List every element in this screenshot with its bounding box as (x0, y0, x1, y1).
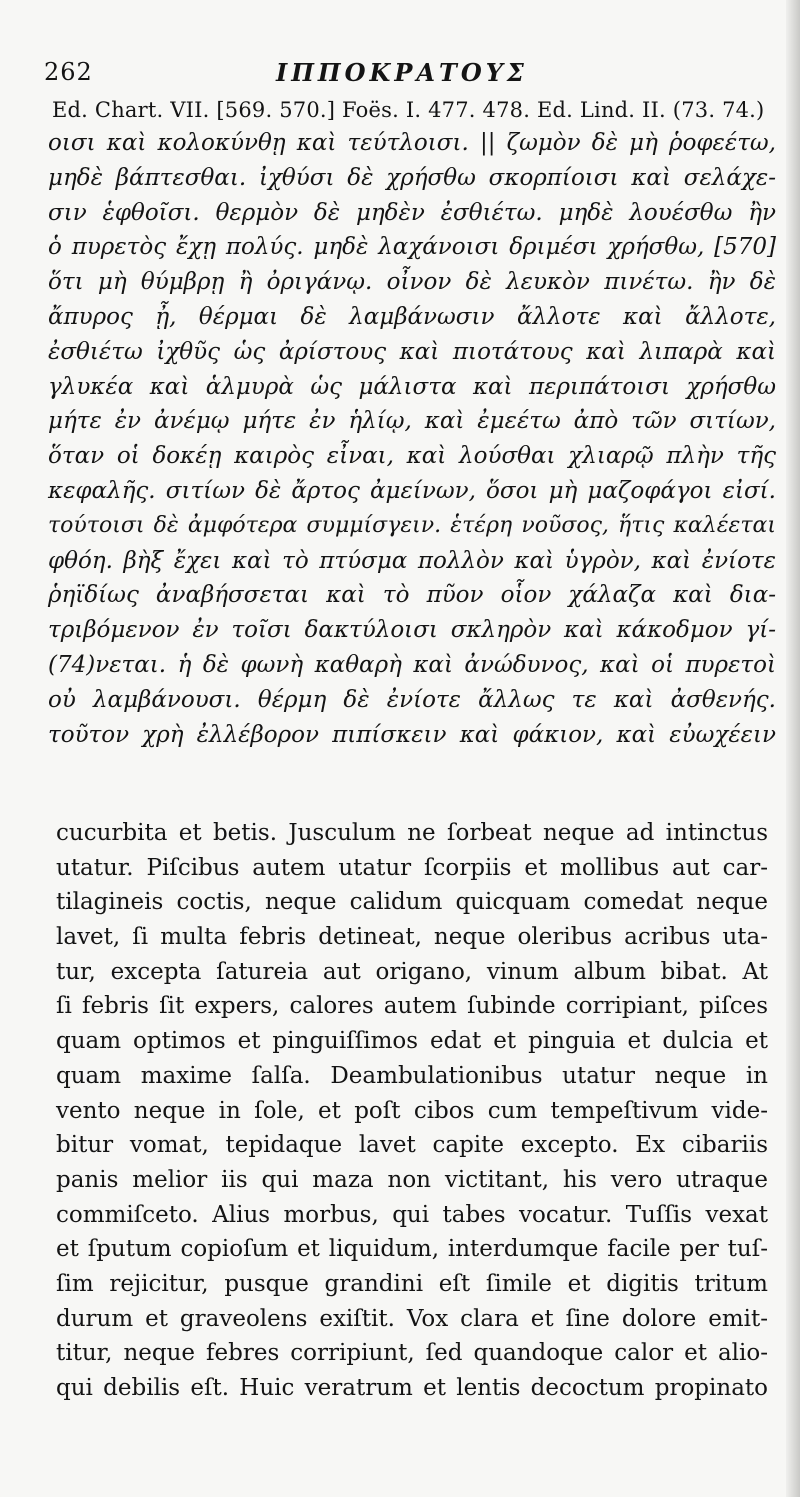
greek-line: οισι καὶ κολοκύνθῃ καὶ τεύτλοισι. || ζωμὸν δὲ μὴ ῥοφεέτω, (48, 130, 776, 156)
latin-line: vento neque in ſole, et poſt cibos cum tempeſtivum vide- (56, 1097, 768, 1124)
latin-line: lavet, ſi multa febris detineat, neque oleribus acribus uta- (56, 924, 768, 951)
latin-line: ſi febris ſit expers, calores autem ſubinde corripiant, piſces (56, 993, 768, 1020)
greek-line: γλυκέα καὶ ἁλμυρὰ ὡς μάλιστα καὶ περιπάτοισι χρήσθω (48, 373, 776, 400)
latin-line: durum et graveolens exiſtit. Vox clara et ſine dolore emit- (56, 1305, 768, 1332)
greek-line: ἄπυρος ᾖ, θέρμαι δὲ λαμβάνωσιν ἄλλοτε καὶ ἄλλοτε, (48, 303, 776, 330)
greek-line: μήτε ἐν ἀνέμῳ μήτε ἐν ἡλίῳ, καὶ ἐμεέτω ἀπὸ τῶν σιτίων, (48, 408, 776, 435)
greek-line: κεφαλῆς. σιτίων δὲ ἄρτος ἀμείνων, ὅσοι μὴ μαζοφάγοι εἰσί. (48, 477, 776, 504)
edition-references: Ed. Chart. VII. [569. 570.] Foës. I. 477. 478. Ed. Lind. II. (73. 74.) (52, 98, 765, 122)
greek-line: ἐσθιέτω ἰχθῦς ὡς ἀρίστους καὶ πιοτάτους καὶ λιπαρὰ καὶ (48, 338, 776, 365)
latin-line: bitur vomat, tepidaque lavet capite excepto. Ex cibariis (56, 1132, 768, 1159)
latin-line: qui debilis eſt. Huic veratrum et lentis decoctum propinato (56, 1375, 768, 1401)
latin-line: tilagineis coctis, neque calidum quicquam comedat neque (56, 889, 768, 916)
latin-line: cucurbita et betis. Jusculum ne ſorbeat neque ad intinctus (56, 820, 768, 846)
greek-line: ὅταν οἱ δοκέῃ καιρὸς εἶναι, καὶ λούσθαι χλιαρῷ πλὴν τῆς (48, 443, 776, 470)
greek-line: σιν ἑφθοῖσι. θερμὸν δὲ μηδὲν ἐσθιέτω. μηδὲ λουέσθω ἢν (48, 199, 776, 226)
greek-line: φθόη. βὴξ ἔχει καὶ τὸ πτύσμα πολλὸν καὶ ὑγρὸν, καὶ ἐνίοτε (48, 547, 776, 574)
latin-line: commiſceto. Alius morbus, qui tabes vocatur. Tuſſis vexat (56, 1201, 768, 1228)
greek-line: ῥηϊδίως ἀναβήσσεται καὶ τὸ πῦον οἷον χάλαζα καὶ δια- (48, 582, 776, 609)
greek-line: ὁ πυρετὸς ἔχῃ πολύς. μηδὲ λαχάνοισι δριμέσι χρήσθω, [570] (48, 234, 776, 261)
page-header (44, 50, 764, 90)
latin-line: tur, excepta ſatureia aut origano, vinum album bibat. At (56, 958, 768, 985)
greek-line: ὅτι μὴ θύμβρῃ ἢ ὀριγάνῳ. οἶνον δὲ λευκὸν πινέτω. ἢν δὲ (48, 269, 776, 296)
page-edge-shadow (786, 0, 800, 1497)
greek-line: μηδὲ βάπτεσθαι. ἰχθύσι δὲ χρήσθω σκορπίοισι καὶ σελάχε- (48, 164, 776, 191)
latin-line: utatur. Piſcibus autem utatur ſcorpiis et mollibus aut car- (56, 854, 768, 881)
greek-line: τούτοισι δὲ ἀμφότερα συμμίσγειν. ἑτέρη νοῦσος, ἥτις καλέεται (48, 512, 776, 538)
running-title: ΙΠΠΟΚΡΑΤΟΥΣ (276, 58, 528, 87)
latin-line: panis melior iis qui maza non victitant, his vero utraque (56, 1166, 768, 1193)
latin-line: ſim rejicitur, pusque grandini eſt ſimile et digitis tritum (56, 1270, 768, 1297)
latin-text-block (56, 816, 768, 1406)
greek-line: τοῦτον χρὴ ἐλλέβορον πιπίσκειν καὶ φάκιον, καὶ εὐωχέειν (48, 721, 776, 748)
latin-line: quam maxime ſalſa. Deambulationibus utatur neque in (56, 1062, 768, 1089)
greek-text-block (48, 126, 776, 752)
latin-line: quam optimos et pinguiſſimos edat et pinguia et dulcia et (56, 1028, 768, 1055)
page-number: 262 (44, 58, 93, 86)
greek-line: τριβόμενον ἐν τοῖσι δακτύλοισι σκληρὸν καὶ κάκοδμον γί- (48, 617, 776, 644)
latin-line: titur, neque febres corripiunt, ſed quandoque calor et alio- (56, 1340, 768, 1367)
greek-line: οὐ λαμβάνουσι. θέρμη δὲ ἐνίοτε ἄλλως τε καὶ ἀσθενής. (48, 686, 776, 713)
latin-line: et ſputum copioſum et liquidum, interdumque facile per tuſ- (56, 1236, 768, 1263)
greek-line: (74)νεται. ἡ δὲ φωνὴ καθαρὴ καὶ ἀνώδυνος, καὶ οἱ πυρετοὶ (48, 651, 776, 678)
